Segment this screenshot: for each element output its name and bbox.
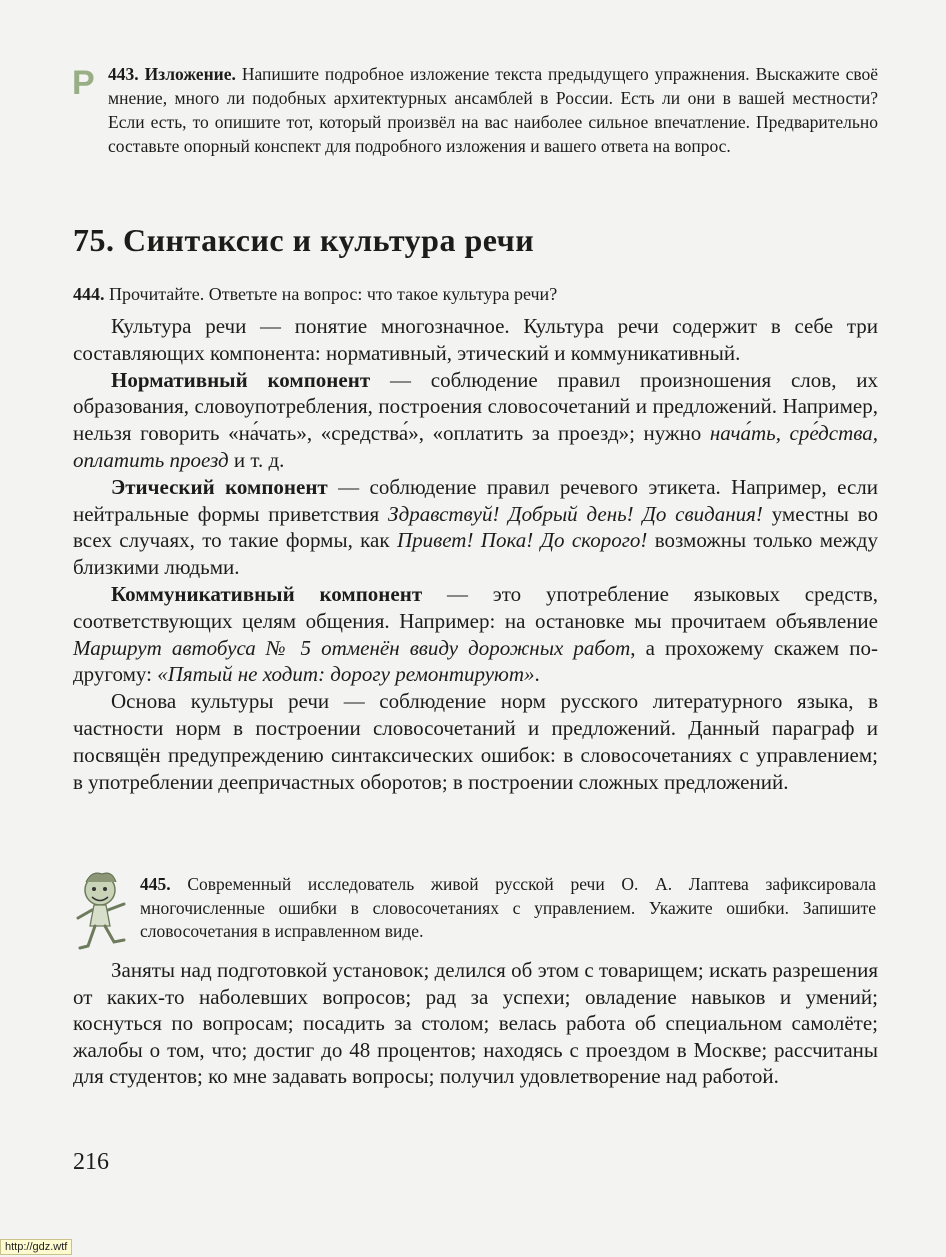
paragraph-1: Культура речи — понятие многозначное. Культура речи содержит в себе три составляющих компонента: нормативный, этический и коммуникативный.: [73, 314, 878, 365]
term-communicative: Коммуникативный компонент: [111, 581, 423, 606]
exercise-445-number: 445.: [140, 874, 171, 894]
watermark-link[interactable]: http://gdz.wtf: [0, 1239, 72, 1255]
paragraph-5: Основа культуры речи — соблюдение норм русского литературного языка, в частности норм в построении словосочетаний и предложений. Данный параграф и посвящён предупреждению синтаксических ошибок: в словосочетаниях с управлением; в употреблении деепричастных оборотов; в построении сложных предложений.: [73, 689, 878, 794]
paragraph-4-text: — это употребление языковых средств, соответствующих целям общения. Например: на остановке мы прочитаем объявление: [73, 581, 879, 633]
boy-mascot-icon: [72, 868, 132, 952]
paragraph-4: [73, 581, 878, 688]
paragraph-2-example: нача́ть, сре́дства, оплатить проезд: [73, 421, 878, 472]
term-ethical: Этический компонент: [111, 474, 328, 499]
page-number: 216: [73, 1149, 109, 1175]
paragraph-2: [73, 367, 878, 474]
paragraph-3-example-2: Привет! Пока! До скорого!: [396, 528, 648, 553]
exercise-443-text: [108, 62, 878, 158]
paragraph-4-end: .: [534, 662, 540, 687]
paragraph-3-example-1: Здравствуй! Добрый день! До свидания!: [387, 501, 763, 526]
paragraph-3-text: — соблюдение правил речевого этикета. Например, если нейтральные формы приветствия: [73, 474, 878, 526]
exercise-445-instruction: Современный исследователь живой русской речи О. А. Лаптева зафиксировала многочисленные ошибки в словосочетаниях с управлением. Укажите ошибки. Запишите словосочетания в исправленном виде.: [140, 874, 876, 941]
paragraph-3-end: возможны только между близкими людьми.: [73, 528, 878, 580]
paragraph-4-example-1: Маршрут автобуса № 5 отменён ввиду дорожных работ: [73, 635, 631, 660]
exercise-443-number: 443.: [108, 64, 139, 84]
exercise-445-phrases: Заняты над подготовкой установок; делился об этом с товарищем; искать разрешения от каких-то наболевших вопросов; рад за успехи; овладение навыков и умений; коснуться по вопросам; посадить за столом; велась работа об специальном самолёте; жалобы о том, что; достиг до 48 процентов; находясь с проездом в Москве; рассчитаны для студентов; ко мне задавать вопросы; получил удовлетворение над работой.: [73, 958, 878, 1088]
paragraph-3: [73, 474, 878, 581]
exercise-444-number: 444.: [73, 284, 105, 304]
exercise-444-text: [73, 313, 878, 795]
paragraph-2-end: и т. д.: [228, 447, 285, 472]
section-title: 75. Синтаксис и культура речи: [73, 222, 535, 258]
term-normative: Нормативный компонент: [111, 367, 371, 392]
section-marker-icon: Р: [72, 64, 95, 102]
exercise-443-title: Изложение.: [144, 64, 236, 84]
paragraph-4-text-2: , а прохожему скажем по-другому:: [73, 635, 879, 687]
paragraph-3-text-2: уместны во всех случаях, то такие формы, как: [73, 501, 878, 553]
paragraph-4-example-2: «Пятый не ходит: дорогу ремонтируют»: [157, 662, 535, 687]
exercise-443-body: Напишите подробное изложение текста предыдущего упражнения. Выскажите своё мнение, много ли подобных архитектурных ансамблей в России. Есть ли они в вашей местности? Если есть, то опишите тот, который произвёл на вас наиболее сильное впечатление. Предварительно составьте опорный конспект для подробного изложения и вашего ответа на вопрос.: [108, 64, 879, 156]
exercise-445-text: [73, 957, 878, 1090]
exercise-445-task: [140, 873, 876, 944]
exercise-444-task: [73, 282, 883, 306]
paragraph-2-text: — соблюдение правил произношения слов, их образования, словоупотребления, построения словосочетаний и предложений. Например, нельзя говорить «на́чать», «средства́», «оплатить за проезд»; нужно: [73, 367, 879, 446]
exercise-444-instruction: Прочитайте. Ответьте на вопрос: что такое культура речи?: [109, 284, 558, 304]
